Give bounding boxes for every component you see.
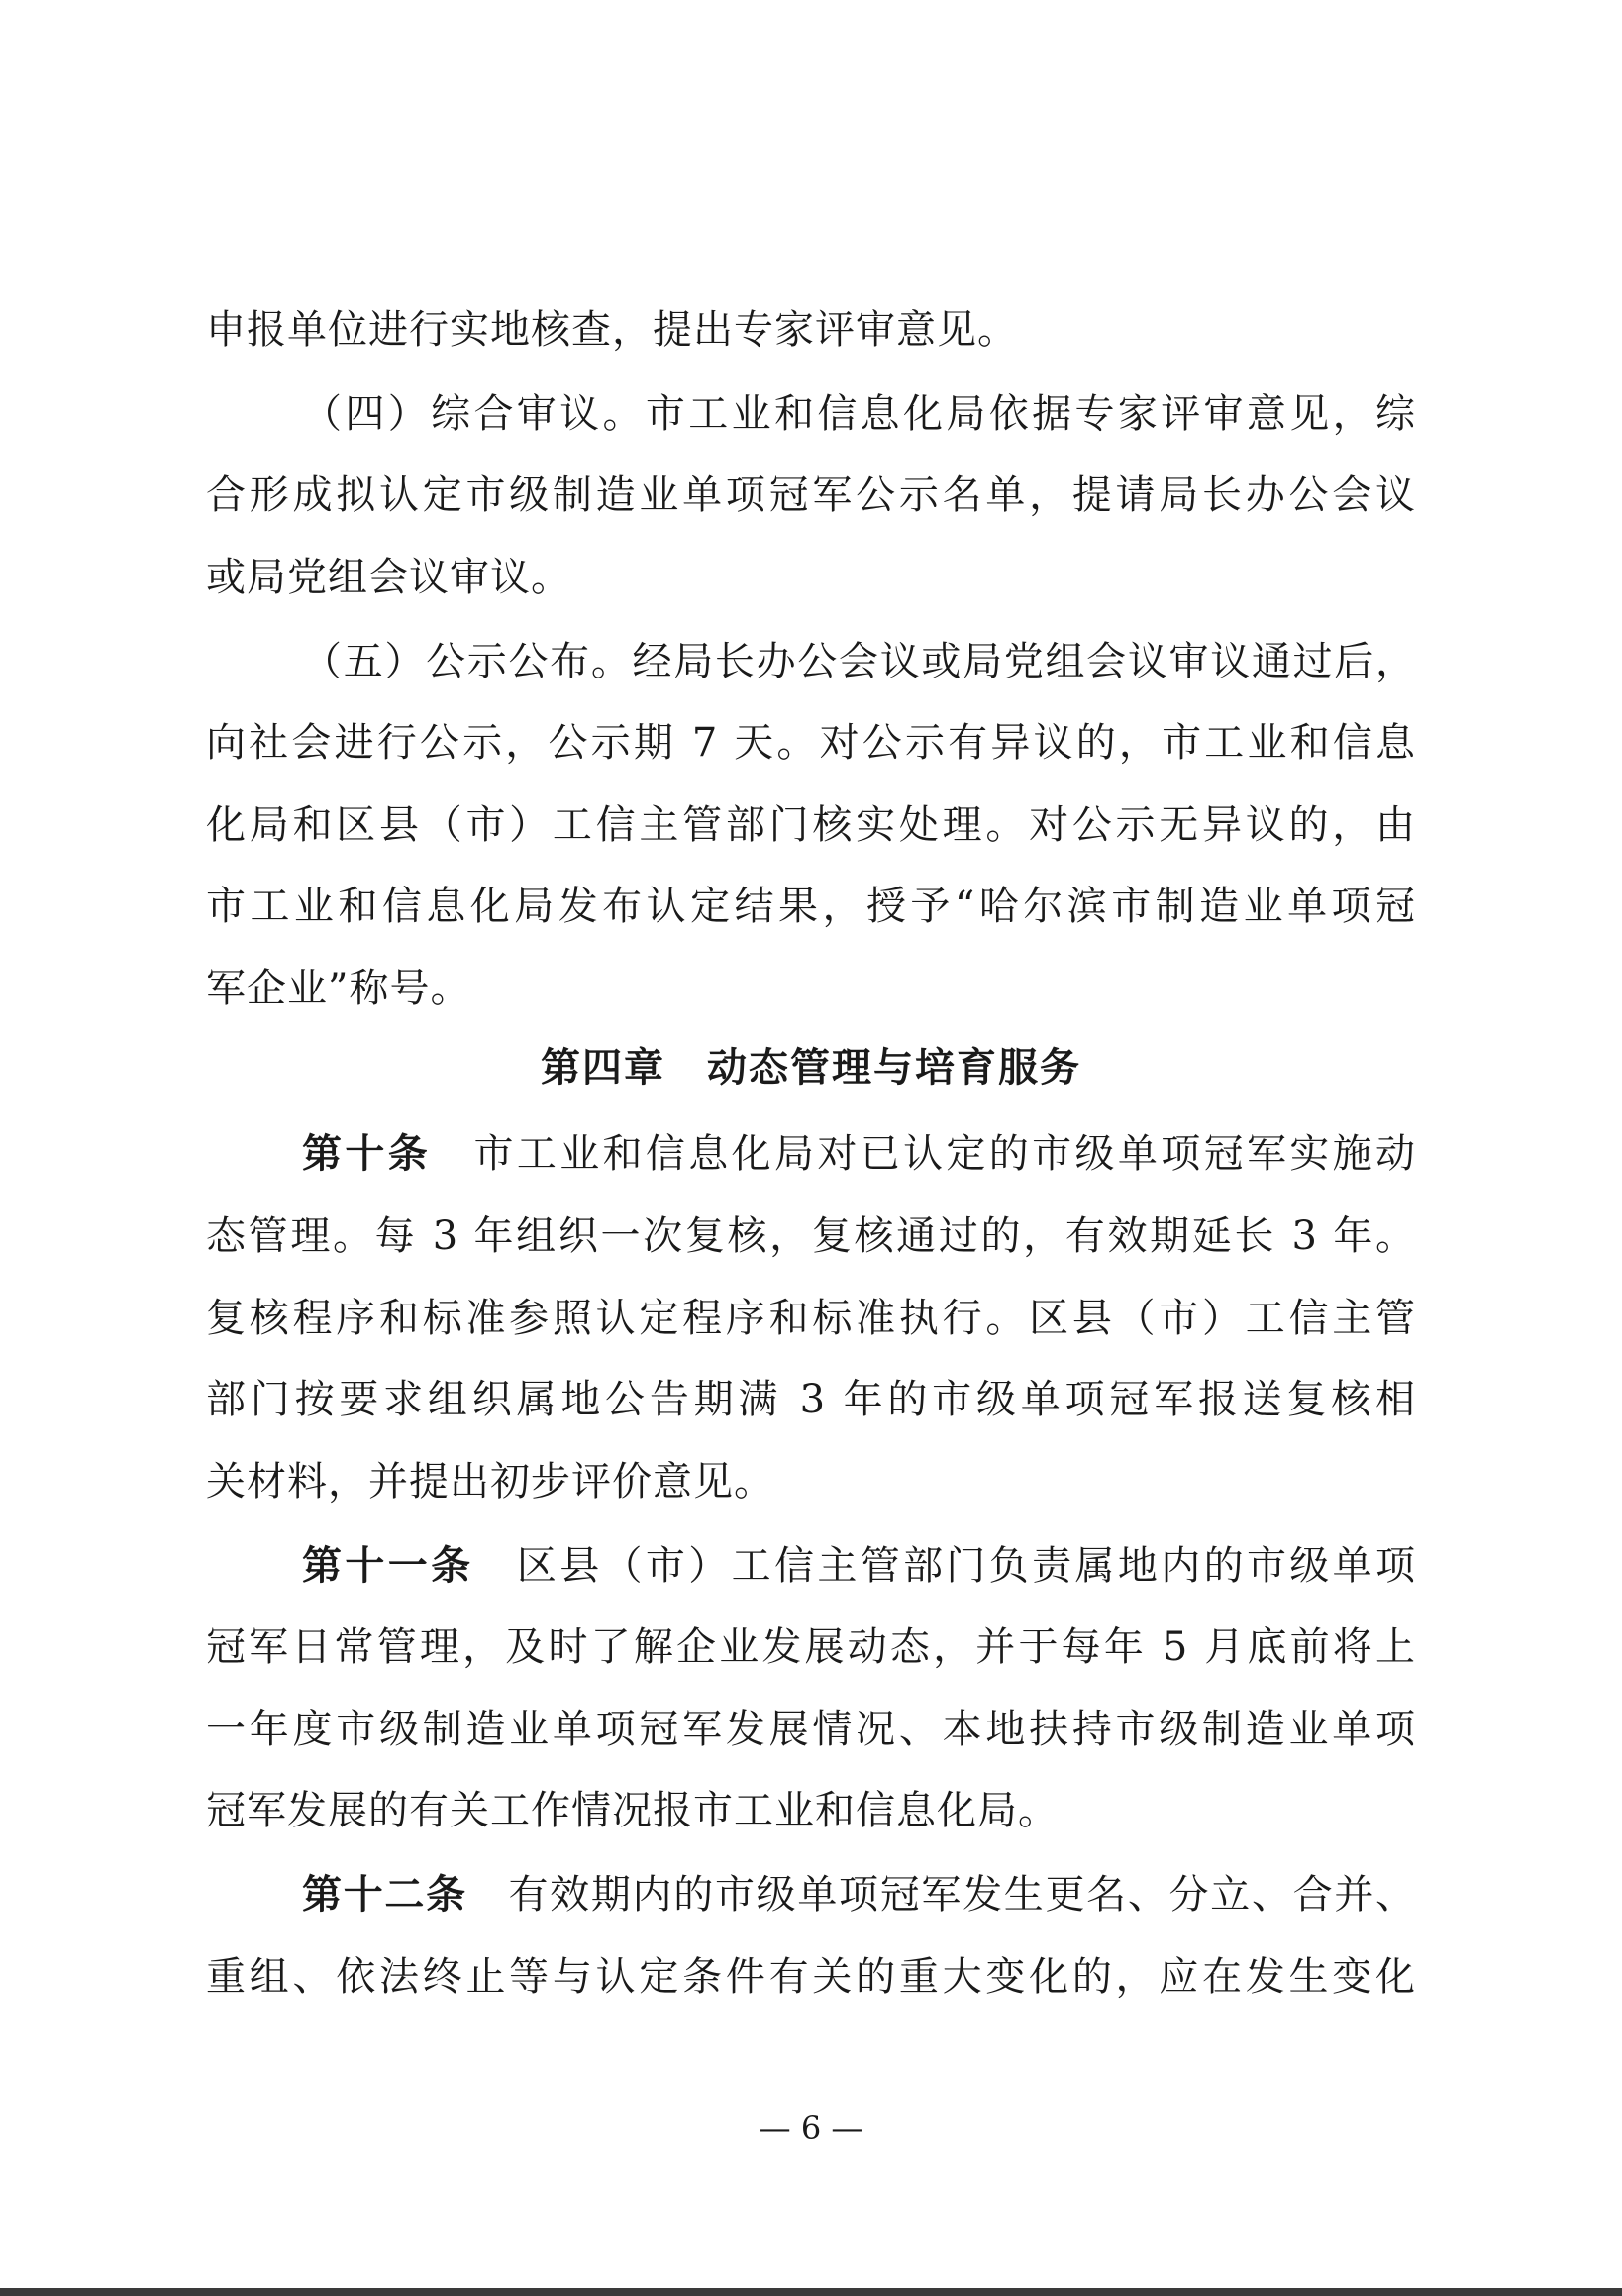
text-line: 复核程序和标准参照认定程序和标准执行。区县（市）工信主管	[206, 1296, 1416, 1341]
text-line: 化局和区县（市）工信主管部门核实处理。对公示无异议的，由	[206, 802, 1416, 848]
text-segment	[473, 1543, 516, 1589]
article-ten-line	[302, 1126, 1416, 1182]
text-line: 申报单位进行实地核查，提出专家评审意见。	[206, 307, 1018, 353]
text-line: 关材料，并提出初步评价意见。	[206, 1459, 774, 1505]
text-segment	[467, 1872, 509, 1918]
text-line: 冠军发展的有关工作情况报市工业和信息化局。	[206, 1788, 1059, 1833]
text-line: 军企业”称号。	[206, 966, 471, 1011]
text-line: （五）公示公布。经局长办公会议或局党组会议审议通过后，	[302, 639, 1416, 684]
scan-bottom-edge	[0, 2288, 1622, 2296]
text-line: 态管理。每 3 年组织一次复核，复核通过的，有效期延长 3 年。	[206, 1213, 1416, 1259]
text-line: 向社会进行公示，公示期 7 天。对公示有异议的，市工业和信息	[206, 720, 1416, 766]
chapter-heading: 第四章 动态管理与培育服务	[541, 1045, 1081, 1091]
article-eleven-line	[302, 1538, 1416, 1594]
article-label: 第十二条	[302, 1872, 467, 1918]
text-segment: 区县（市）工信主管部门负责属地内的市级单项	[516, 1543, 1417, 1589]
article-label: 第十一条	[302, 1543, 474, 1589]
text-line: （四）综合审议。市工业和信息化局依据专家评审意见，综	[302, 391, 1416, 437]
text-line: 一年度市级制造业单项冠军发展情况、本地扶持市级制造业单项	[206, 1707, 1416, 1752]
text-line: 或局党组会议审议。	[206, 555, 571, 600]
text-line: 重组、依法终止等与认定条件有关的重大变化的，应在发生变化	[206, 1954, 1416, 2000]
text-line: 部门按要求组织属地公告期满 3 年的市级单项冠军报送复核相	[206, 1377, 1416, 1422]
text-line: 合形成拟认定市级制造业单项冠军公示名单，提请局长办公会议	[206, 472, 1416, 518]
text-line: 冠军日常管理，及时了解企业发展动态，并于每年 5 月底前将上	[206, 1624, 1416, 1670]
article-twelve-line	[302, 1867, 1416, 1923]
text-segment	[431, 1131, 473, 1177]
page-number: — 6 —	[759, 2109, 863, 2146]
text-line: 市工业和信息化局发布认定结果，授予“哈尔滨市制造业单项冠	[206, 884, 1416, 929]
article-label: 第十条	[302, 1131, 432, 1177]
text-segment: 市工业和信息化局对已认定的市级单项冠军实施动	[473, 1131, 1417, 1177]
text-segment: 有效期内的市级单项冠军发生更名、分立、合并、	[508, 1872, 1417, 1918]
